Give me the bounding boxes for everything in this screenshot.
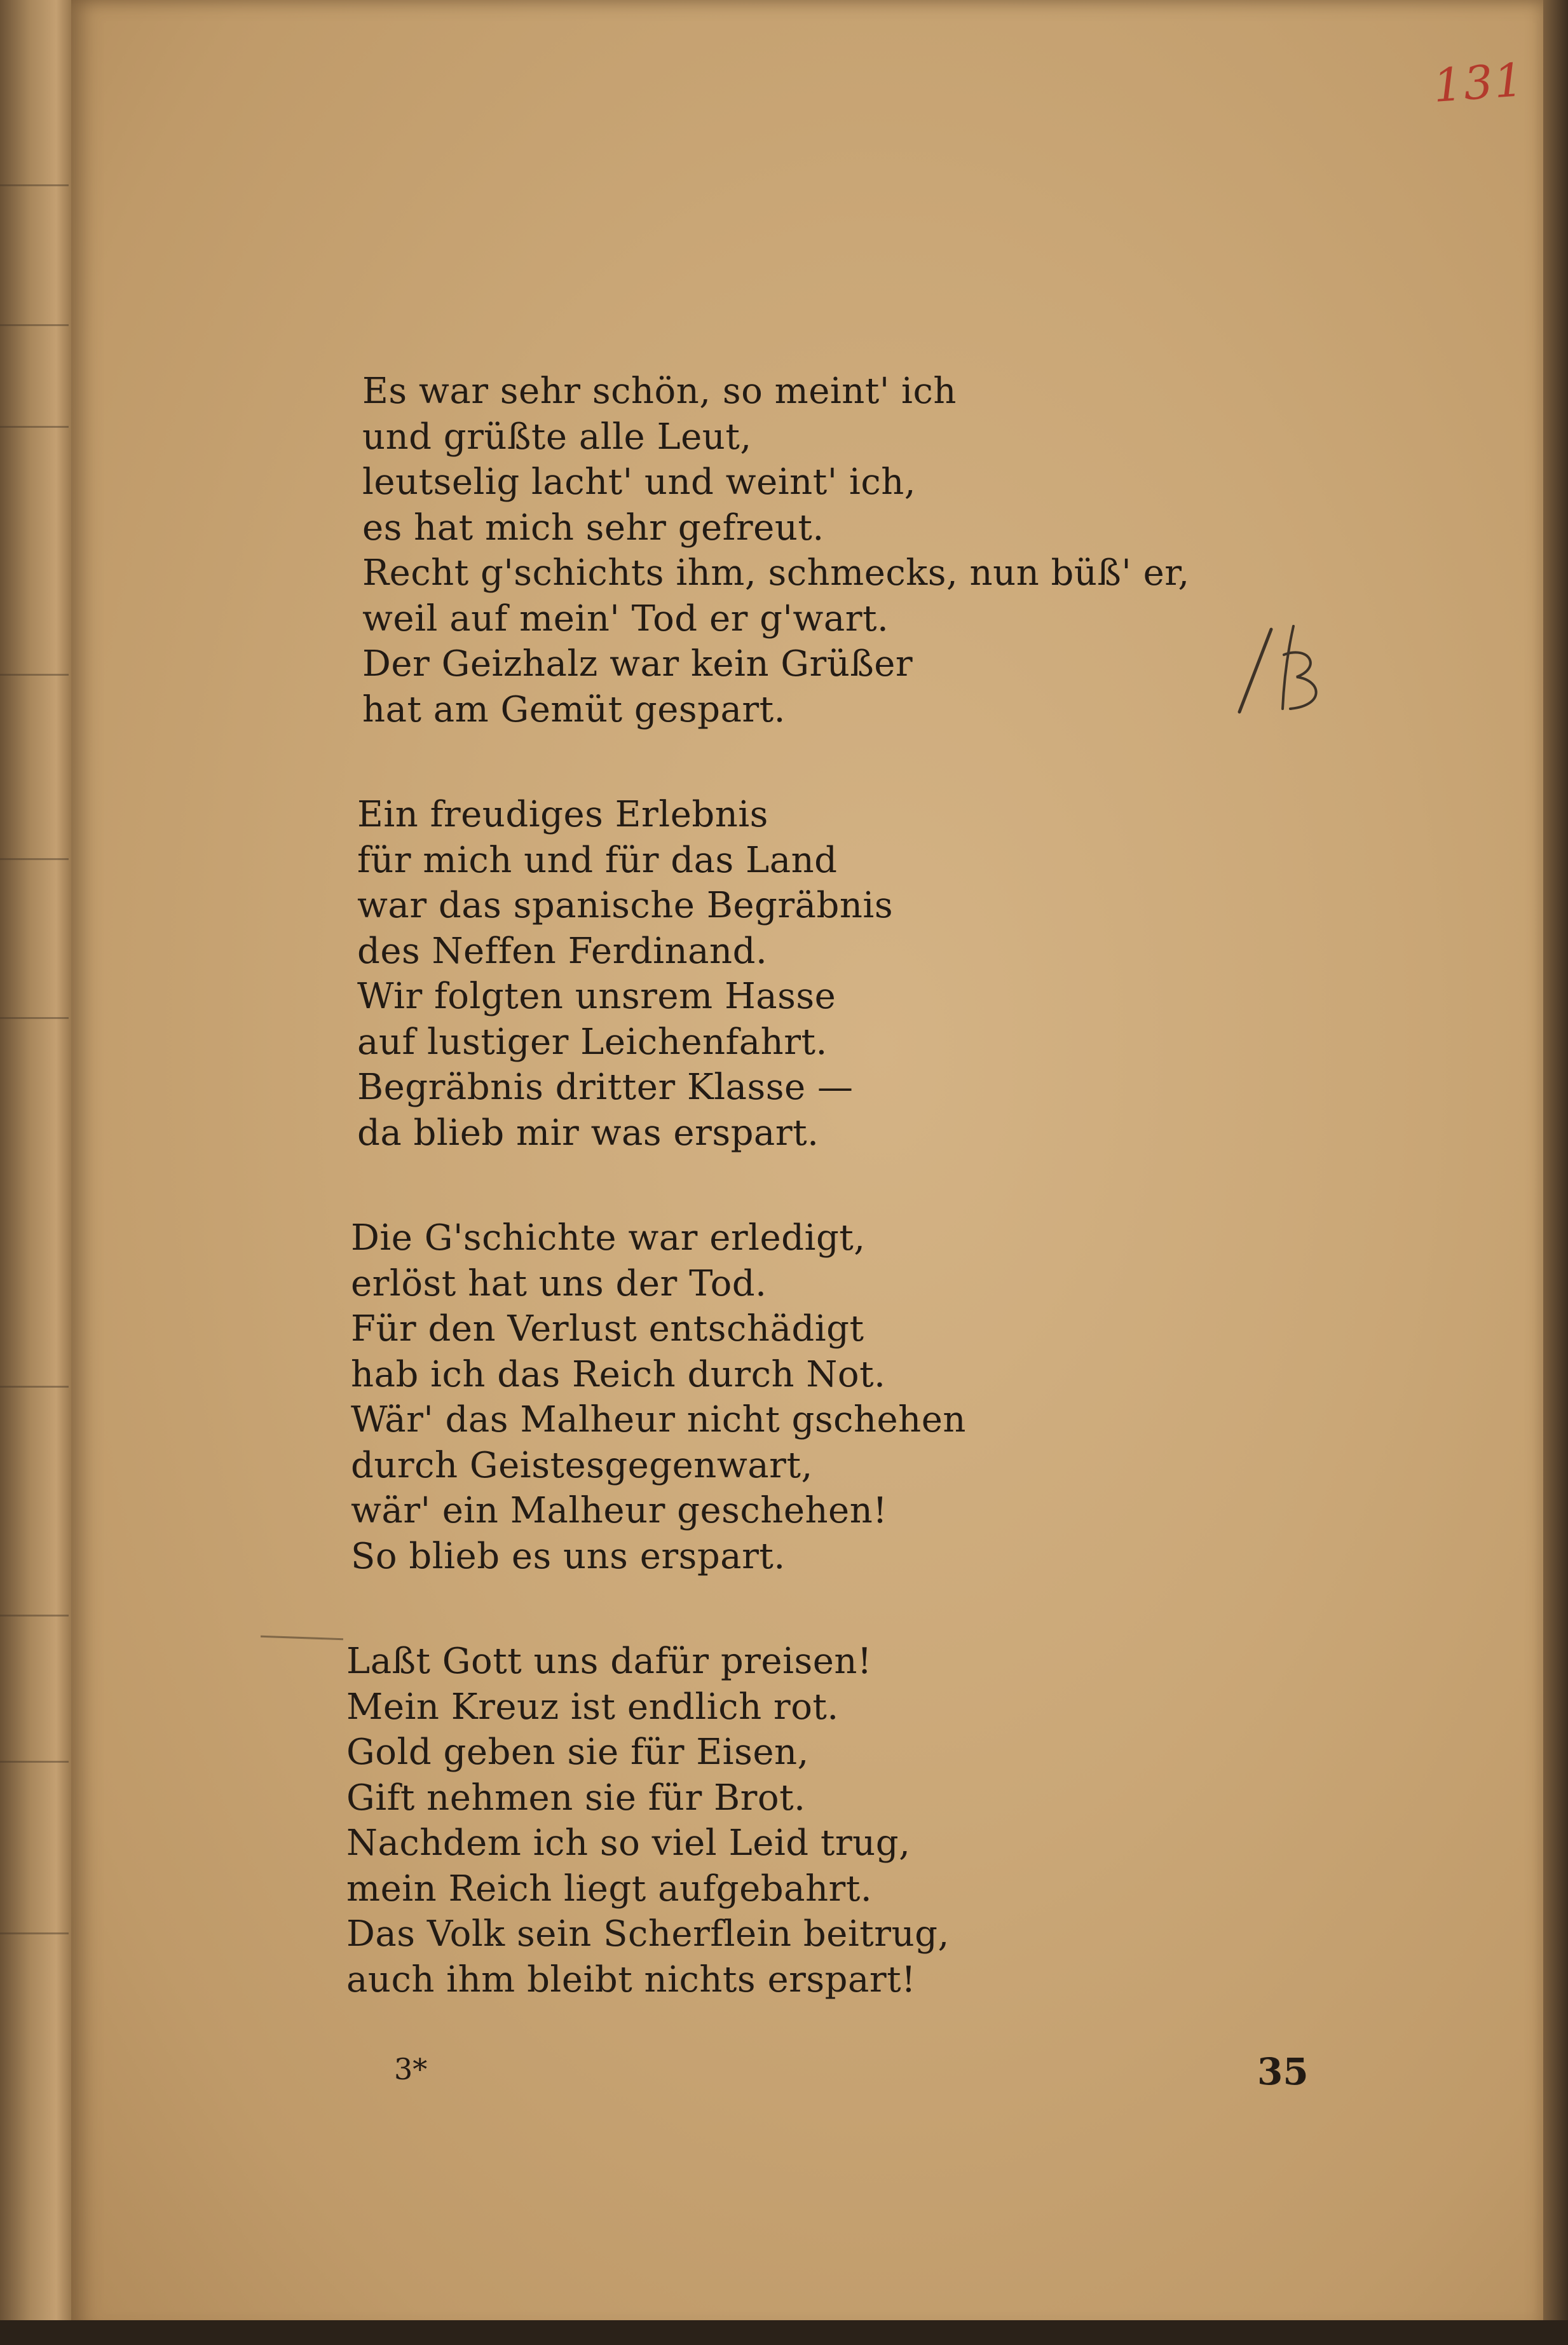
verse-line: Für den Verlust entschädigt: [351, 1308, 864, 1350]
ruled-line: [0, 1017, 69, 1019]
verse-line: durch Geistesgegenwart,: [351, 1444, 813, 1486]
verse-line: Laßt Gott uns dafür preisen!: [346, 1641, 872, 1682]
ruled-line: [0, 674, 69, 676]
verse-line: erlöst hat uns der Tod.: [351, 1262, 767, 1304]
handwritten-folio-number: 131: [1431, 53, 1527, 113]
verse-line: Gift nehmen sie für Brot.: [346, 1777, 806, 1819]
verse-line: da blieb mir was erspart.: [357, 1112, 819, 1154]
verse-line: wär' ein Malheur geschehen!: [351, 1490, 888, 1531]
ruled-line: [0, 426, 69, 428]
ruled-line: [0, 1761, 69, 1763]
verse-line: und grüßte alle Leut,: [362, 416, 752, 458]
ruled-line: [0, 1932, 69, 1934]
verse-line: Es war sehr schön, so meint' ich: [362, 371, 957, 412]
verse-line: für mich und für das Land: [357, 839, 838, 881]
ruled-line: [0, 324, 69, 326]
verse-line: So blieb es uns erspart.: [351, 1535, 786, 1577]
verse-line: weil auf mein' Tod er g'wart.: [362, 598, 889, 639]
verse-line: hat am Gemüt gespart.: [362, 688, 786, 730]
verse-line: Begräbnis dritter Klasse —: [357, 1067, 854, 1108]
page-number: 35: [1257, 2050, 1309, 2093]
stanza: [357, 792, 893, 1156]
verse-line: Das Volk sein Scherflein beitrug,: [346, 1913, 950, 1955]
verse-line: war das spanische Begräbnis: [357, 885, 894, 926]
verse-line: Nachdem ich so viel Leid trug,: [346, 1822, 911, 1864]
pencil-margin-mark: [1227, 617, 1354, 725]
stanza: [351, 1215, 966, 1579]
verse-line: leutselig lacht' und weint' ich,: [362, 461, 917, 503]
verse-line: auch ihm bleibt nichts erspart!: [346, 1959, 917, 2000]
page-right-edge: [1543, 0, 1568, 2345]
verse-line: Gold geben sie für Eisen,: [346, 1732, 809, 1773]
verse-line: es hat mich sehr gefreut.: [362, 507, 824, 549]
stanza: [346, 1639, 950, 2002]
ruled-line: [0, 858, 69, 860]
verse-line: Die G'schichte war erledigt,: [351, 1217, 866, 1259]
verse-line: Wär' das Malheur nicht gschehen: [351, 1399, 966, 1440]
stanza: [362, 369, 1190, 732]
verse-line: hab ich das Reich durch Not.: [351, 1353, 886, 1395]
verse-line: Der Geizhalz war kein Grüßer: [362, 643, 913, 685]
verse-line: des Neffen Ferdinand.: [357, 930, 768, 972]
verse-line: Wir folgten unsrem Hasse: [357, 976, 836, 1017]
printer-signature-mark: 3*: [394, 2052, 428, 2086]
ruled-line: [0, 1386, 69, 1388]
ruled-line: [0, 184, 69, 186]
verse-line: Ein freudiges Erlebnis: [357, 794, 768, 835]
verse-line: Mein Kreuz ist endlich rot.: [346, 1686, 839, 1728]
binding-edge: [0, 0, 75, 2345]
verse-line: auf lustiger Leichenfahrt.: [357, 1021, 828, 1063]
ruled-line: [0, 1615, 69, 1617]
page-bottom-edge: [0, 2320, 1568, 2345]
verse-line: Recht g'schichts ihm, schmecks, nun büß' er,: [362, 552, 1190, 594]
verse-line: mein Reich liegt aufgebahrt.: [346, 1868, 873, 1910]
